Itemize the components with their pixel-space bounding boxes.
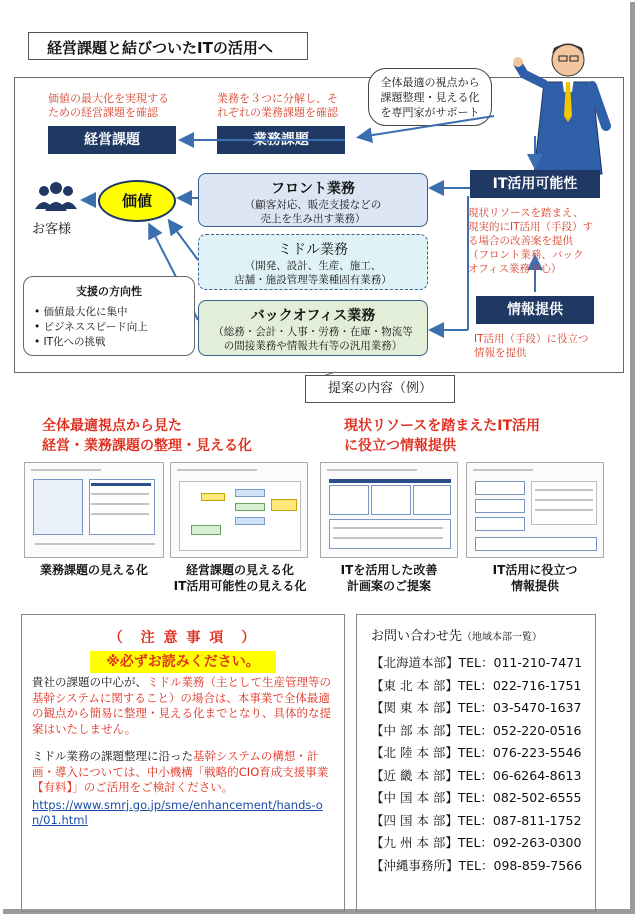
thumbnail-kaizen <box>320 462 458 558</box>
direction-item: • 価値最大化に集中 <box>34 306 128 318</box>
direction-title: 支援の方向性 <box>76 285 142 298</box>
contact-heading: お問い合わせ先（地域本部一覧） <box>371 629 543 644</box>
support-direction-box <box>23 276 195 356</box>
contact-box <box>356 614 596 912</box>
right-section-head: 現状リソースを踏まえたIT活用 に役立つ情報提供 <box>344 418 541 454</box>
caution-paragraph-1: 貴社の課題の中心が、ミドル業務（主として生産管理等の基幹システムに関すること）の場合は、本事業で全体最適の観点から簡易に整理・見える化までとなり、具体的な提案はいたしません。 <box>32 675 331 736</box>
front-title: フロント業務 <box>271 181 355 197</box>
back-office-box <box>198 300 428 356</box>
middle-sub: （開発、設計、生産、施工、 店舗・施設管理等業種固有業務） <box>234 260 392 286</box>
back-title: バックオフィス業務 <box>250 308 376 324</box>
contact-row: 【九 州 本 部】TEL：092-263-0300 <box>371 835 582 850</box>
info-provision-note: IT活用（手段）に役立つ 情報を提供 <box>474 333 589 359</box>
value-ellipse: 価値 <box>98 180 176 222</box>
front-business-box <box>198 173 428 227</box>
customer-label: お客様 <box>32 222 72 237</box>
box-keiei-kadai: 経営課題 <box>48 126 176 154</box>
left-section-head: 全体最適視点から見た 経営・業務課題の整理・見える化 <box>42 418 252 454</box>
contact-row: 【北海道本部】TEL：011-210-7471 <box>371 655 583 670</box>
it-possibility-note: 現状リソースを踏まえ、 現実的にIT活用（手段）す る場合の改善案を提供 （フロント業務、バック オフィス業務中心） <box>468 207 594 275</box>
thumbnail-gyomu <box>24 462 164 558</box>
contact-row: 【北 陸 本 部】TEL：076-223-5546 <box>371 745 582 760</box>
contact-row: 【東 北 本 部】TEL：022-716-1751 <box>371 677 582 693</box>
contact-row: 【近 畿 本 部】TEL：06-6264-8613 <box>371 767 582 783</box>
direction-item: • ビジネススピード向上 <box>34 321 148 333</box>
box-gyomu-kadai: 業務課題 <box>217 126 345 154</box>
contact-row: 【中 国 本 部】TEL：082-502-6555 <box>371 790 582 805</box>
proposal-tab: 提案の内容（例） <box>305 375 455 403</box>
caption-info: IT活用に役立つ 情報提供 <box>492 563 578 593</box>
back-sub: （総務・会計・人事・労務・在庫・物流等 の間接業務や情報共有等の汎用業務） <box>213 326 413 352</box>
caution-title: （ 注 意 事 項 ） <box>108 630 258 646</box>
middle-business-box <box>198 234 428 290</box>
box-info-provision: 情報提供 <box>476 296 594 324</box>
speech-bubble: 全体最適の視点から 課題整理・見える化 を専門家がサポート <box>368 68 492 126</box>
thumbnail-info <box>466 462 604 558</box>
contact-row: 【中 部 本 部】TEL：052-220-0516 <box>371 722 582 738</box>
caution-paragraph-2: ミドル業務の課題整理に沿った基幹システムの構想・計画・導入については、中小機構「戦略的CIO育成支援事業【有料】」のご活用をご検討ください。 <box>32 749 329 794</box>
caution-box <box>21 614 345 912</box>
caption-kaizen: ITを活用した改善 計画案のご提案 <box>340 563 438 593</box>
caption-keiei: 経営課題の見える化 IT活用可能性の見える化 <box>173 563 307 593</box>
contact-row: 【沖縄事務所】TEL：098-859-7566 <box>371 857 583 873</box>
customers-icon <box>32 181 80 217</box>
direction-item: • IT化への挑戦 <box>34 336 106 348</box>
thumbnail-keiei <box>170 462 308 558</box>
caution-url[interactable]: https://www.smrj.go.jp/sme/enhancement/hands-on/01.html <box>32 797 323 827</box>
contact-list <box>371 652 595 877</box>
front-sub: （顧客対応、販売支援などの 売上を生み出す業務） <box>244 199 382 225</box>
caption-gyomu: 業務課題の見える化 <box>39 563 148 577</box>
box-it-possibility: IT活用可能性 <box>470 170 600 198</box>
middle-title: ミドル業務 <box>278 242 348 258</box>
contact-row: 【四 国 本 部】TEL：087-811-1752 <box>371 812 582 828</box>
page-title: 経営課題と結びついたITの活用へ <box>28 32 308 60</box>
note-gyomu: 業務を３つに分解し、そ れぞれの業務課題を確認 <box>217 92 338 119</box>
note-keiei: 価値の最大化を実現する ための経営課題を確認 <box>48 92 169 119</box>
contact-row: 【関 東 本 部】TEL：03-5470-1637 <box>371 700 582 715</box>
must-read-banner: ※必ずお読みください。 <box>90 651 276 673</box>
